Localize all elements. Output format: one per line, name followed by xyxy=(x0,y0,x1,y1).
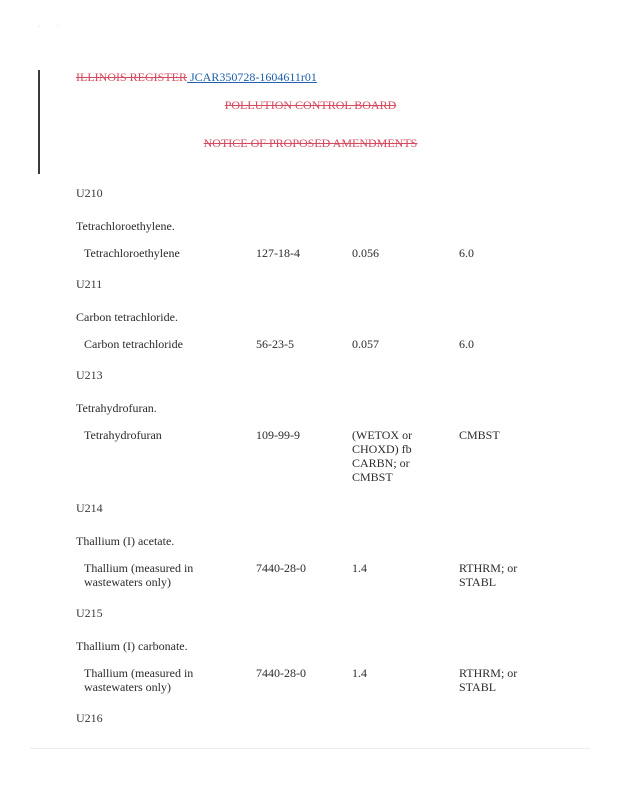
waste-name: Tetrahydrofuran. xyxy=(76,401,157,415)
notice-header xyxy=(0,136,621,151)
waste-code-table xyxy=(76,186,556,744)
nonwastewater-standard-cell-line: RTHRM; or xyxy=(459,561,518,575)
cas-number-cell xyxy=(256,337,336,351)
revision-bar xyxy=(38,70,40,174)
table-row xyxy=(76,666,556,694)
table-row xyxy=(76,246,556,260)
waste-name: Tetrachloroethylene. xyxy=(76,219,175,233)
wastewater-standard-cell-line: (WETOX or xyxy=(352,428,413,442)
nonwastewater-standard-cell-line: STABL xyxy=(459,680,497,694)
constituent-cell-line: Thallium (measured in xyxy=(84,561,194,575)
constituent-cell xyxy=(84,561,234,589)
nonwastewater-standard-cell xyxy=(459,561,549,589)
nonwastewater-standard-cell-line: RTHRM; or xyxy=(459,666,518,680)
waste-code: U215 xyxy=(76,606,103,620)
wastewater-standard-cell-line: 0.056 xyxy=(352,246,379,260)
wastewater-standard-cell-line: 1.4 xyxy=(352,666,367,680)
constituent-cell xyxy=(84,337,234,351)
waste-name: Thallium (I) acetate. xyxy=(76,534,175,548)
wastewater-standard-cell xyxy=(352,246,442,260)
constituent-cell xyxy=(84,666,234,694)
wastewater-standard-cell xyxy=(352,561,442,575)
cas-number-cell-line: 127-18-4 xyxy=(256,246,300,260)
constituent-cell xyxy=(84,246,234,260)
wastewater-standard-cell-line: CHOXD) fb xyxy=(352,442,412,456)
register-title-deleted: ILLINOIS REGISTER xyxy=(76,70,187,84)
constituent-cell-line: wastewaters only) xyxy=(84,680,171,694)
table-row xyxy=(76,561,556,589)
nonwastewater-standard-cell xyxy=(459,246,549,260)
cas-number-cell-line: 7440-28-0 xyxy=(256,561,306,575)
wastewater-standard-cell xyxy=(352,428,442,484)
constituent-cell-line: wastewaters only) xyxy=(84,575,171,589)
cas-number-cell xyxy=(256,666,336,680)
nonwastewater-standard-cell xyxy=(459,428,549,442)
scan-marks: · · xyxy=(38,22,60,31)
cas-number-cell-line: 109-99-9 xyxy=(256,428,300,442)
wastewater-standard-cell-line: CMBST xyxy=(352,470,393,484)
wastewater-standard-cell-line: CARBN; or xyxy=(352,456,410,470)
jcar-code-inserted: JCAR350728-1604611r01 xyxy=(190,70,317,84)
wastewater-standard-cell-line: 0.057 xyxy=(352,337,379,351)
waste-name: Carbon tetrachloride. xyxy=(76,310,178,324)
nonwastewater-standard-cell xyxy=(459,666,549,694)
page-footer-rule xyxy=(30,748,590,749)
constituent-cell-line: Thallium (measured in xyxy=(84,666,194,680)
constituent-cell xyxy=(84,428,234,442)
wastewater-standard-cell xyxy=(352,337,442,351)
register-header xyxy=(76,70,317,85)
constituent-cell-line: Carbon tetrachloride xyxy=(84,337,183,351)
agency-title-deleted: POLLUTION CONTROL BOARD xyxy=(224,98,397,112)
table-row xyxy=(76,428,556,484)
notice-title-deleted: NOTICE OF PROPOSED AMENDMENTS xyxy=(203,136,418,150)
cas-number-cell xyxy=(256,561,336,575)
constituent-cell-line: Tetrachloroethylene xyxy=(84,246,180,260)
waste-name: Thallium (I) carbonate. xyxy=(76,639,188,653)
waste-code: U211 xyxy=(76,277,103,291)
agency-header xyxy=(0,98,621,113)
nonwastewater-standard-cell-line: CMBST xyxy=(459,428,500,442)
constituent-cell-line: Tetrahydrofuran xyxy=(84,428,162,442)
nonwastewater-standard-cell xyxy=(459,337,549,351)
waste-code: U216 xyxy=(76,711,103,725)
wastewater-standard-cell-line: 1.4 xyxy=(352,561,367,575)
cas-number-cell-line: 56-23-5 xyxy=(256,337,294,351)
wastewater-standard-cell xyxy=(352,666,442,680)
waste-code: U214 xyxy=(76,501,103,515)
nonwastewater-standard-cell-line: 6.0 xyxy=(459,246,474,260)
nonwastewater-standard-cell-line: STABL xyxy=(459,575,497,589)
cas-number-cell xyxy=(256,246,336,260)
table-row xyxy=(76,337,556,351)
nonwastewater-standard-cell-line: 6.0 xyxy=(459,337,474,351)
cas-number-cell xyxy=(256,428,336,442)
waste-code: U210 xyxy=(76,186,103,200)
waste-code: U213 xyxy=(76,368,103,382)
cas-number-cell-line: 7440-28-0 xyxy=(256,666,306,680)
